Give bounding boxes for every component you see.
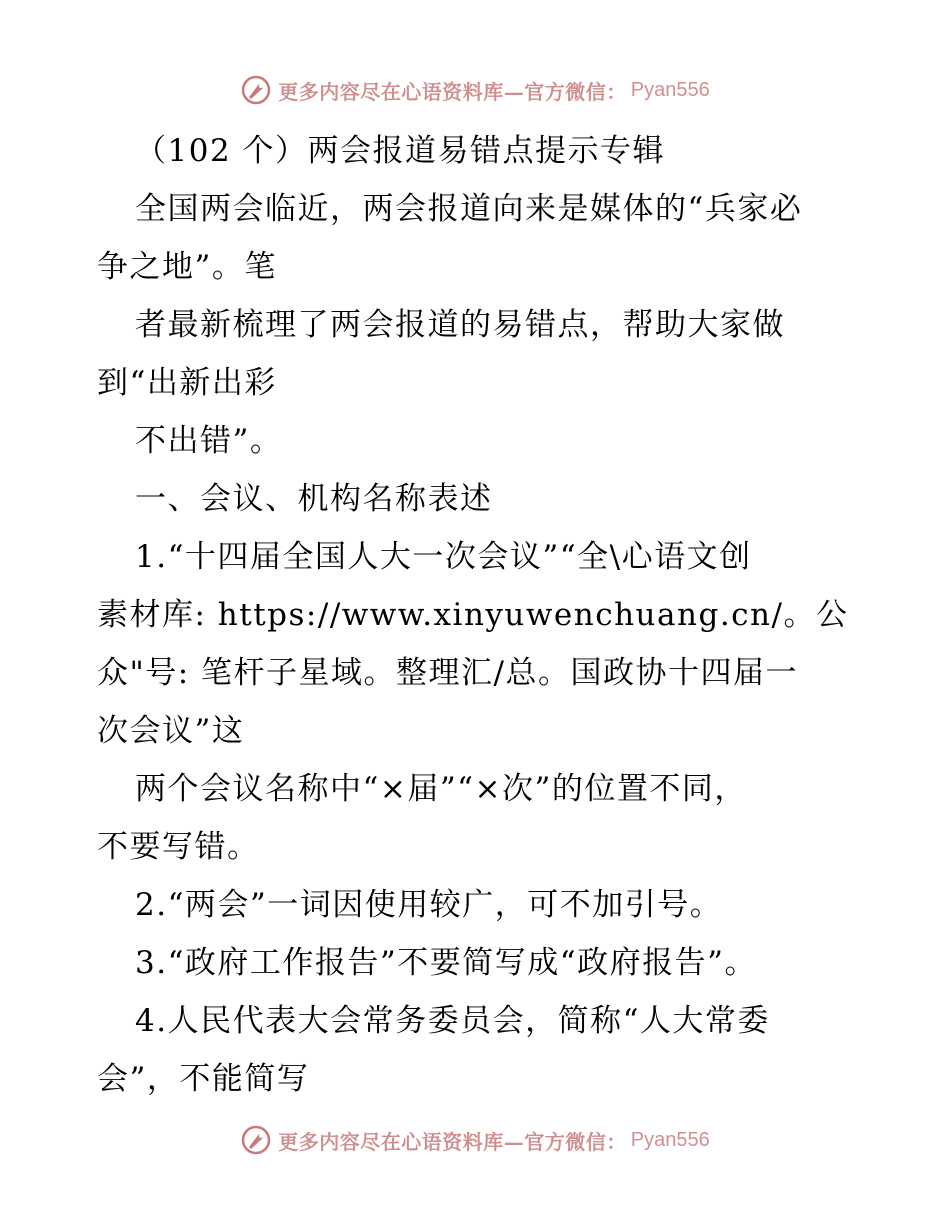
paragraph-line: 众"号: 笔杆子星域。整理汇/总。国政协十四届一 bbox=[97, 655, 798, 691]
document-body bbox=[97, 122, 857, 1108]
paragraph-line: 会”，不能简写 bbox=[97, 1061, 310, 1097]
paragraph-line: 2.“两会”一词因使用较广，可不加引号。 bbox=[135, 887, 723, 923]
header-banner bbox=[0, 70, 950, 110]
paragraph-line: 全国两会临近，两会报道向来是媒体的“兵家必 bbox=[135, 191, 803, 227]
paragraph-line: 到“出新出彩 bbox=[97, 365, 277, 401]
banner-handle: Pyan556 bbox=[630, 1128, 710, 1151]
footer-banner bbox=[0, 1120, 950, 1160]
paragraph-line: 4.人民代表大会常务委员会，简称“人大常委 bbox=[135, 1003, 770, 1039]
paragraph-line: 3.“政府工作报告”不要简写成“政府报告”。 bbox=[135, 945, 757, 981]
document-title: （102 个）两会报道易错点提示专辑 bbox=[135, 133, 666, 169]
paragraph-line: 不出错”。 bbox=[135, 423, 283, 459]
section-heading: 一、会议、机构名称表述 bbox=[135, 481, 493, 517]
paragraph-line: 不要写错。 bbox=[97, 829, 260, 865]
pen-nib-circle-icon bbox=[240, 1124, 272, 1156]
paragraph-line: 争之地”。笔 bbox=[97, 249, 277, 285]
paragraph-line: 次会议”这 bbox=[97, 713, 245, 749]
paragraph-line: 素材库: https://www.xinyuwenchuang.cn/。公 bbox=[97, 597, 849, 633]
banner-handle: Pyan556 bbox=[630, 78, 710, 101]
pen-nib-circle-icon bbox=[240, 74, 272, 106]
banner-text: 更多内容尽在心语资料库—官方微信： bbox=[278, 79, 627, 104]
banner-text: 更多内容尽在心语资料库—官方微信： bbox=[278, 1129, 627, 1154]
paragraph-line: 者最新梳理了两会报道的易错点，帮助大家做 bbox=[135, 307, 785, 343]
paragraph-line: 两个会议名称中“×届”“×次”的位置不同， bbox=[135, 771, 747, 807]
paragraph-line: 1.“十四届全国人大一次会议”“全\心语文创 bbox=[135, 539, 752, 575]
